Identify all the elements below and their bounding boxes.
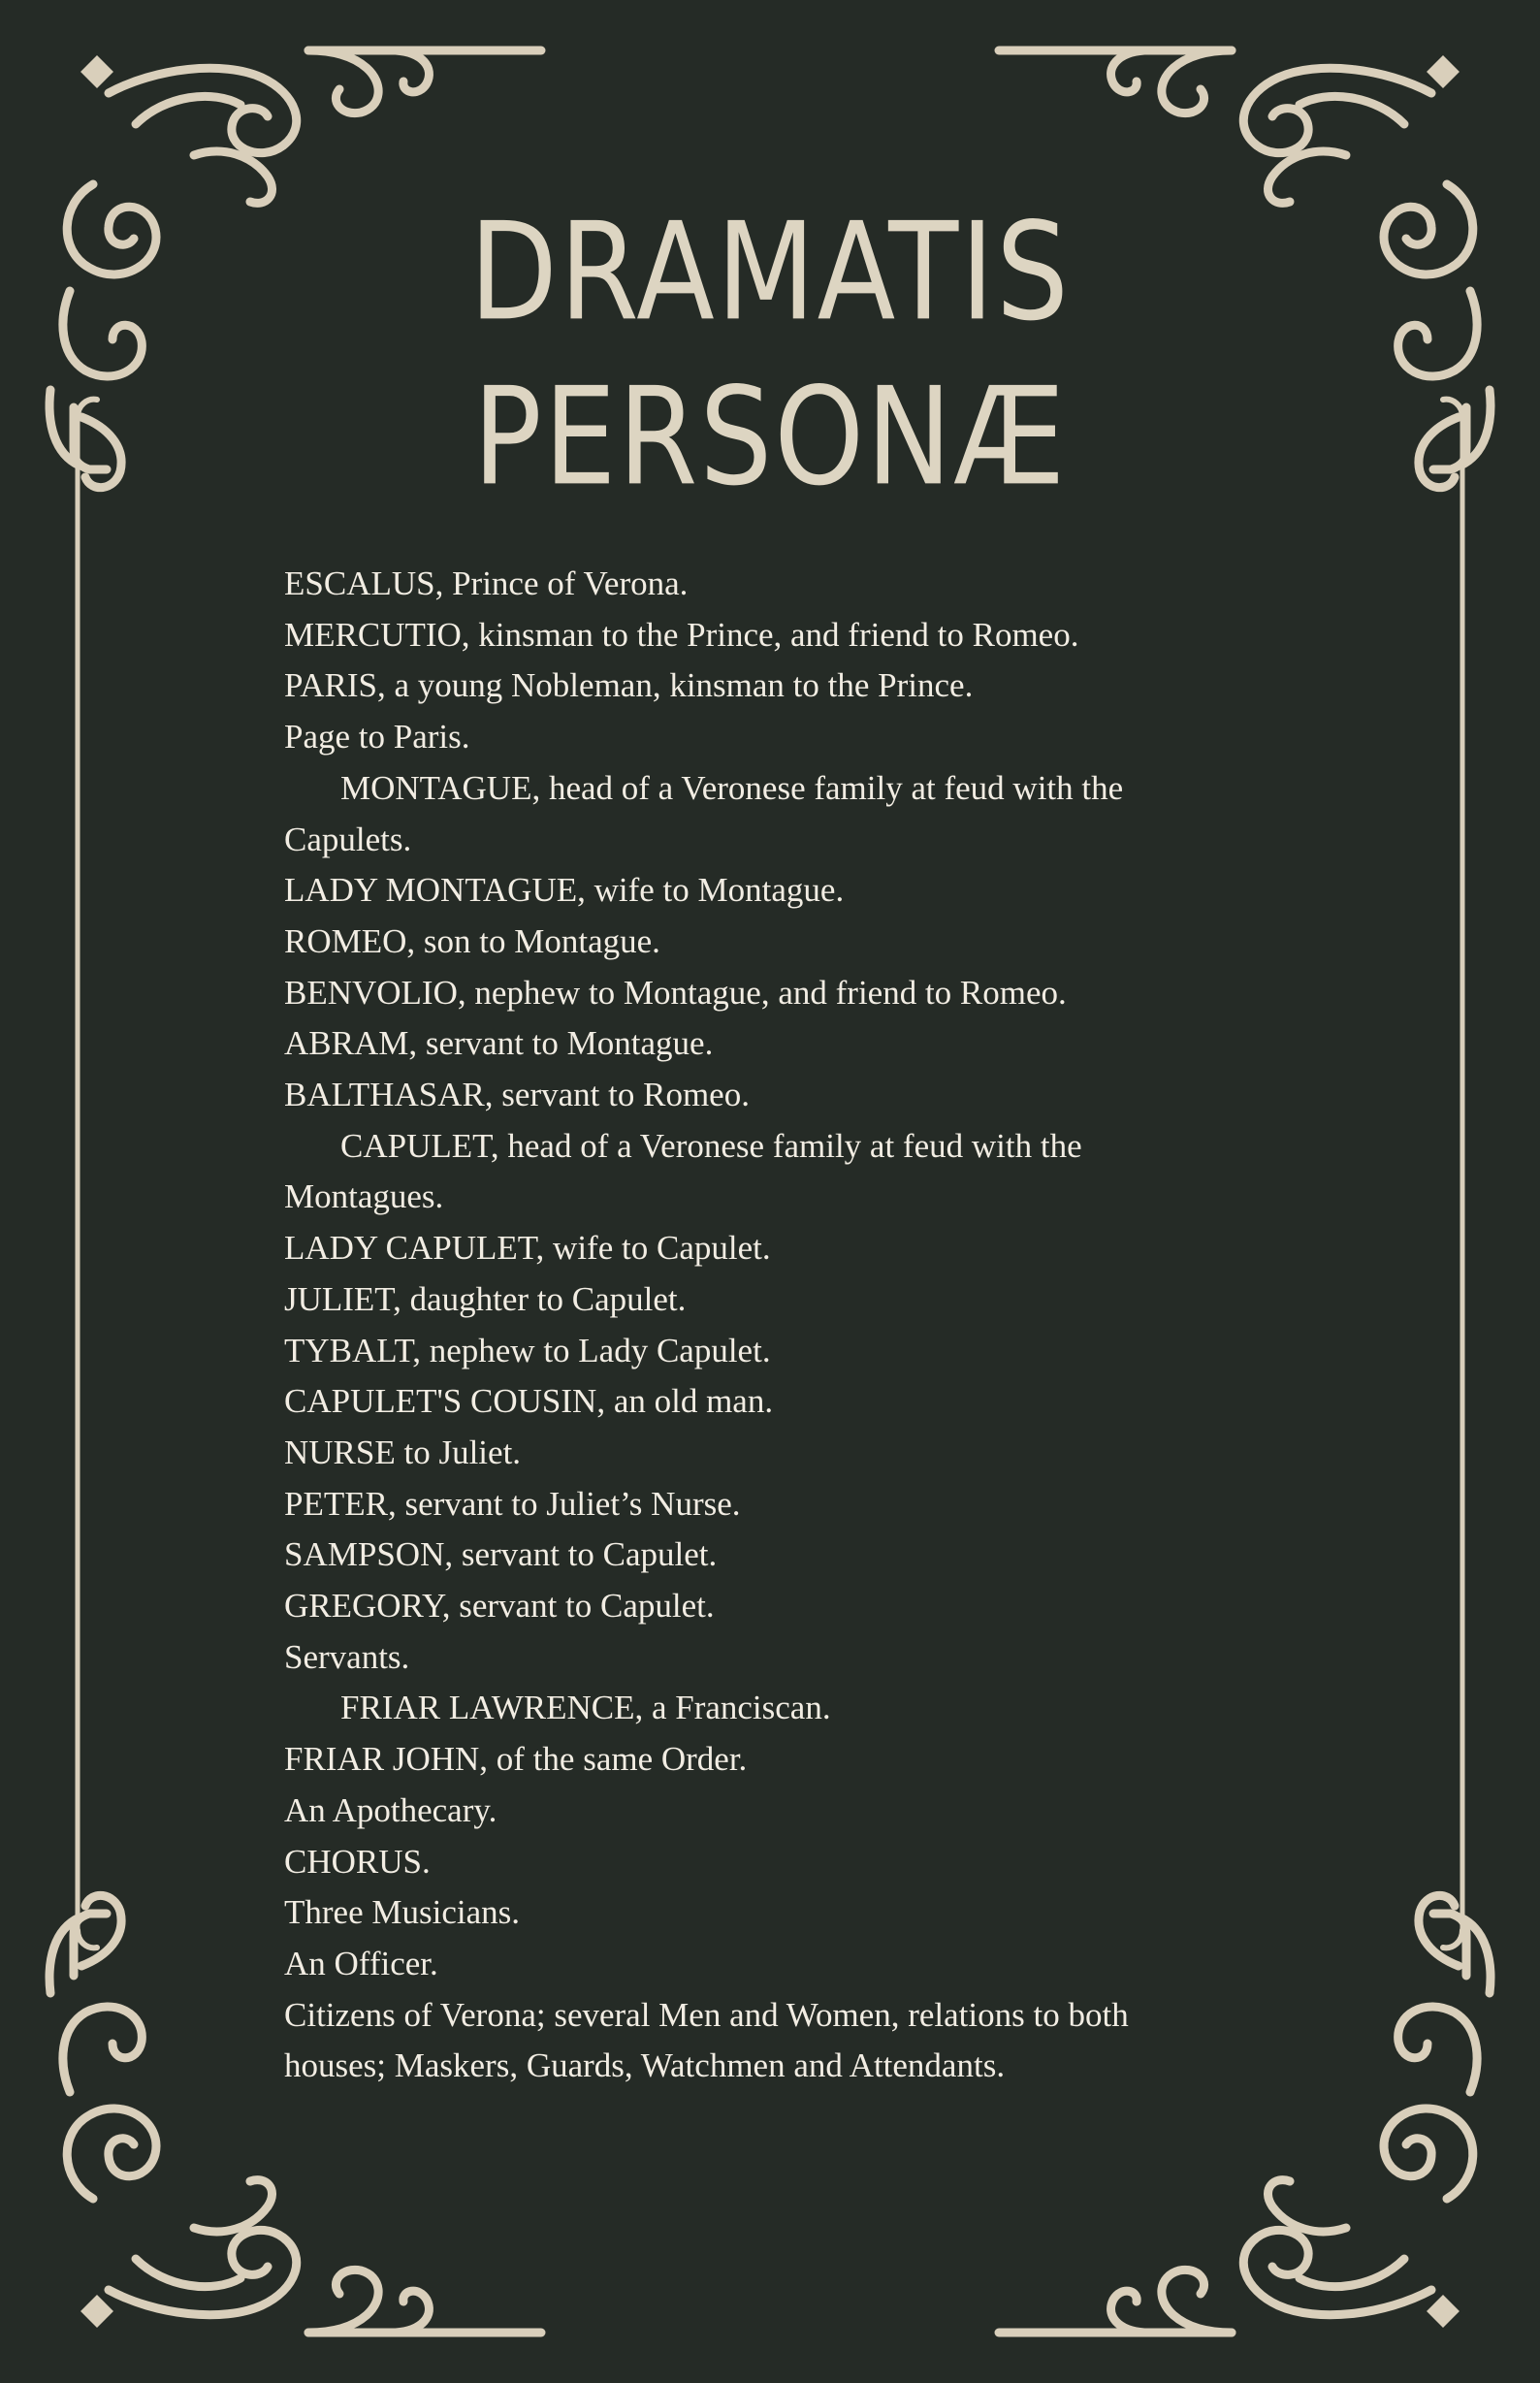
cast-entry: houses; Maskers, Guards, Watchmen and Attendants. <box>284 2046 1006 2085</box>
cast-entry: CAPULET'S COUSIN, an old man. <box>284 1382 774 1421</box>
cast-entry: PARIS, a young Nobleman, kinsman to the Prince. <box>284 666 974 705</box>
cast-entry: Citizens of Verona; several Men and Women, relations to both <box>284 1995 1129 2034</box>
cast-entry: CHORUS. <box>284 1842 431 1881</box>
cast-entry: NURSE to Juliet. <box>284 1433 522 1471</box>
cast-entry: ABRAM, servant to Montague. <box>284 1024 714 1063</box>
cast-entry: MERCUTIO, kinsman to the Prince, and friend to Romeo. <box>284 615 1079 654</box>
cast-entry: CAPULET, head of a Veronese family at feud with the <box>340 1126 1082 1165</box>
cast-entry: GREGORY, servant to Capulet. <box>284 1587 715 1626</box>
cast-entry: ROMEO, son to Montague. <box>284 921 660 960</box>
cast-entry: An Officer. <box>284 1944 438 1982</box>
cast-entry: TYBALT, nephew to Lady Capulet. <box>284 1331 771 1369</box>
cast-entry: Montagues. <box>284 1177 444 1216</box>
cast-entry: BENVOLIO, nephew to Montague, and friend to Romeo. <box>284 973 1067 1012</box>
page-title-line-2: PERSONÆ <box>472 357 1068 516</box>
cast-entry: LADY CAPULET, wife to Capulet. <box>284 1229 771 1268</box>
cast-list <box>284 559 1264 2092</box>
cast-entry: PETER, servant to Juliet’s Nurse. <box>284 1484 741 1523</box>
cast-entry: Servants. <box>284 1637 410 1676</box>
cast-entry: BALTHASAR, servant to Romeo. <box>284 1076 750 1114</box>
cast-entry: Page to Paris. <box>284 718 470 757</box>
cast-entry: FRIAR LAWRENCE, a Franciscan. <box>340 1689 831 1727</box>
cast-entry: JULIET, daughter to Capulet. <box>284 1279 687 1318</box>
cast-entry: An Apothecary. <box>284 1790 497 1829</box>
cast-entry: SAMPSON, servant to Capulet. <box>284 1535 718 1574</box>
cast-entry: LADY MONTAGUE, wife to Montague. <box>284 871 845 910</box>
cast-entry: Three Musicians. <box>284 1893 520 1932</box>
cast-entry: ESCALUS, Prince of Verona. <box>284 564 689 602</box>
cast-entry: MONTAGUE, head of a Veronese family at feud with the <box>340 768 1124 807</box>
page-title-line-1: DRAMATIS <box>469 192 1071 351</box>
cast-entry: FRIAR JOHN, of the same Order. <box>284 1740 748 1779</box>
cast-entry: Capulets. <box>284 820 412 858</box>
